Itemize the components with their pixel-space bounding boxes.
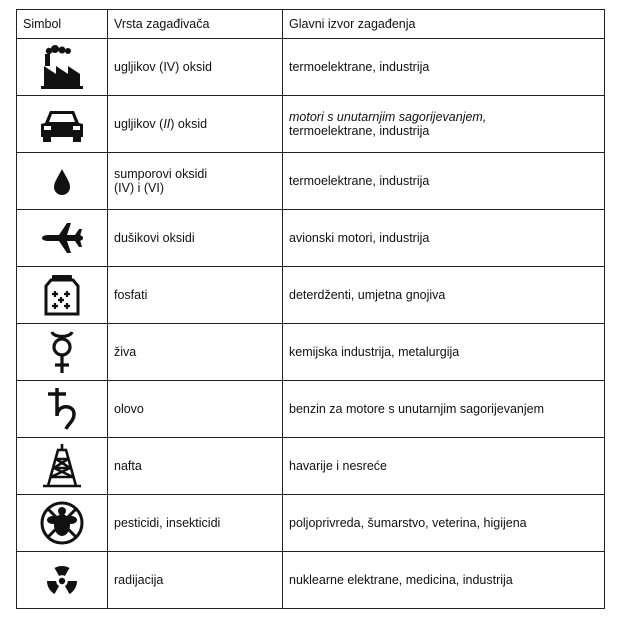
table-row: [17, 552, 605, 609]
source-cell: termoelektrane, industrija: [283, 39, 605, 96]
type-text: ugljikov (: [114, 117, 164, 131]
source-cell: deterdženti, umjetna gnojiva: [283, 267, 605, 324]
source-cell: poljoprivreda, šumarstvo, veterina, higijena: [283, 495, 605, 552]
crossed-insect-icon: [37, 500, 87, 546]
symbol-cell: [17, 381, 108, 438]
type-text: ) oksid: [170, 117, 208, 131]
symbol-cell: [17, 210, 108, 267]
oil-derrick-icon: [37, 443, 87, 489]
table-row: [17, 495, 605, 552]
airplane-icon: [37, 215, 87, 261]
source-cell: termoelektrane, industrija: [283, 153, 605, 210]
symbol-cell: [17, 153, 108, 210]
type-cell: [108, 96, 283, 153]
table-row: [17, 210, 605, 267]
car-icon: [37, 101, 87, 147]
pollution-table: [16, 9, 605, 609]
type-cell: olovo: [108, 381, 283, 438]
type-cell: fosfati: [108, 267, 283, 324]
symbol-cell: [17, 495, 108, 552]
pollution-table-container: [16, 9, 605, 609]
table-row: [17, 267, 605, 324]
source-cell: avionski motori, industrija: [283, 210, 605, 267]
mercury-symbol-icon: [37, 329, 87, 375]
symbol-cell: [17, 96, 108, 153]
radiation-icon: [37, 557, 87, 603]
type-cell: živa: [108, 324, 283, 381]
type-cell: radijacija: [108, 552, 283, 609]
type-cell: nafta: [108, 438, 283, 495]
type-cell: dušikovi oksidi: [108, 210, 283, 267]
source-cell: kemijska industrija, metalurgija: [283, 324, 605, 381]
phosphate-jar-icon: [37, 272, 87, 318]
table-row: [17, 438, 605, 495]
table-row: [17, 381, 605, 438]
type-cell: ugljikov (IV) oksid: [108, 39, 283, 96]
symbol-cell: [17, 324, 108, 381]
header-symbol: Simbol: [17, 10, 108, 39]
symbol-cell: [17, 438, 108, 495]
header-row: [17, 10, 605, 39]
lead-symbol-icon: [37, 386, 87, 432]
source-cell: [283, 96, 605, 153]
type-text-italic: II: [163, 117, 171, 131]
symbol-cell: [17, 39, 108, 96]
symbol-cell: [17, 552, 108, 609]
source-text-italic: motori s unutarnjim sagorijevanjem,: [289, 110, 487, 124]
header-source: Glavni izvor zagađenja: [283, 10, 605, 39]
table-row: [17, 153, 605, 210]
symbol-cell: [17, 267, 108, 324]
type-cell: sumporovi oksidi (IV) i (VI): [108, 153, 283, 210]
type-cell: pesticidi, insekticidi: [108, 495, 283, 552]
source-cell: havarije i nesreće: [283, 438, 605, 495]
table-row: [17, 324, 605, 381]
source-text: termoelektrane, industrija: [289, 124, 430, 138]
header-type: Vrsta zagađivača: [108, 10, 283, 39]
source-cell: benzin za motore s unutarnjim sagorijevanjem: [283, 381, 605, 438]
table-row: [17, 39, 605, 96]
table-row: [17, 96, 605, 153]
source-cell: nuklearne elektrane, medicina, industrija: [283, 552, 605, 609]
factory-icon: [37, 44, 87, 90]
drop-icon: [37, 158, 87, 204]
